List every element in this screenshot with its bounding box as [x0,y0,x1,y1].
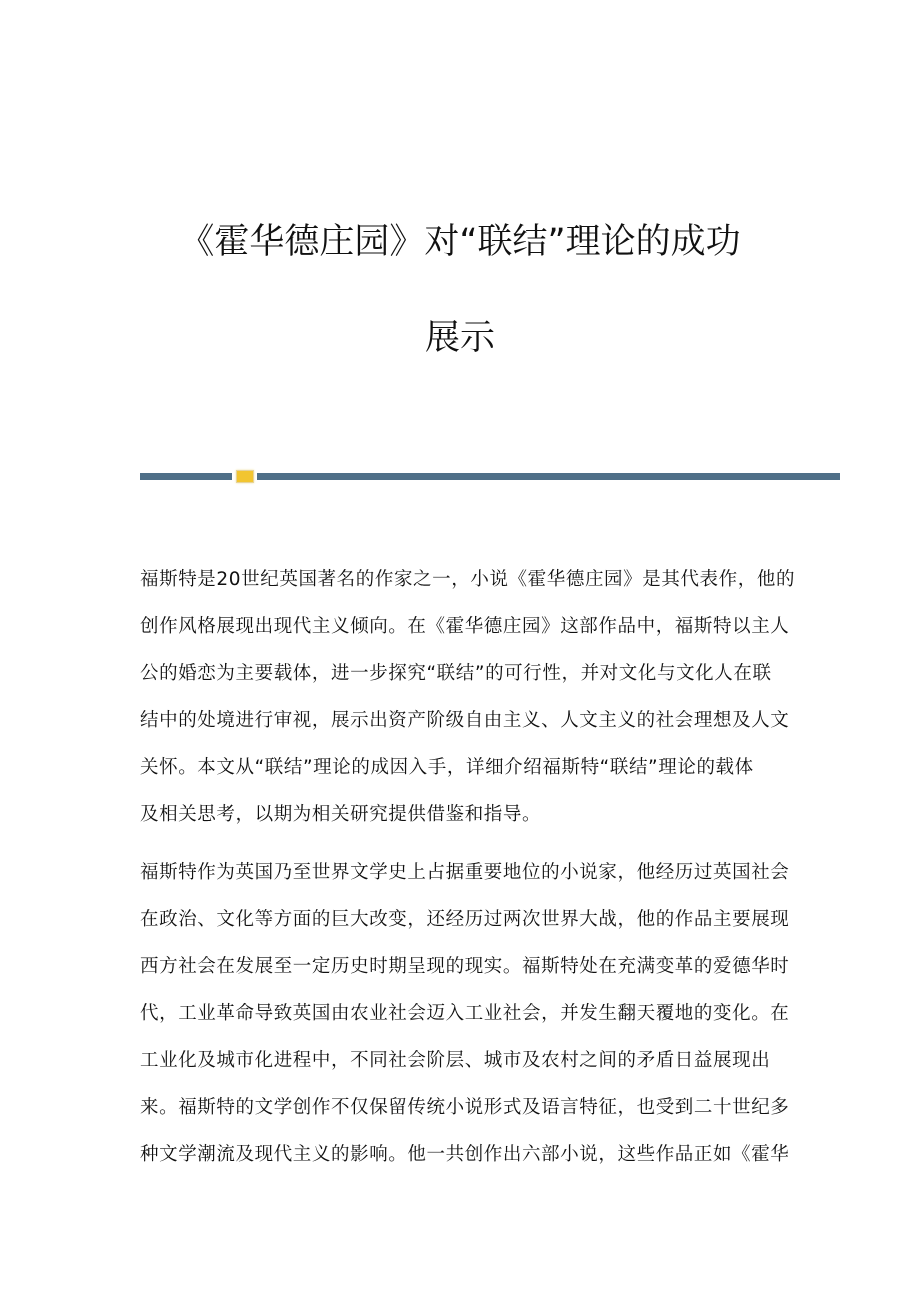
envelope-icon [236,470,254,483]
text-line: 关怀。本文从“联结”理论的成因入手，详细介绍福斯特“联结”理论的载体 [140,757,754,778]
text-line: 公的婚恋为主要载体，进一步探究“联结”的可行性，并对文化与文化人在联 [140,663,772,684]
text-line: 西方社会在发展至一定历史时期呈现的现实。福斯特处在充满变革的爱德华时 [140,956,790,977]
text-line: 福斯特作为英国乃至世界文学史上占据重要地位的小说家，他经历过英国社会 [140,862,790,883]
text-line: 工业化及城市化进程中，不同社会阶层、城市及农村之间的矛盾日益展现出 [140,1050,771,1071]
divider-bar-left [140,473,232,480]
text-line: 及相关思考，以期为相关研究提供借鉴和指导。 [140,804,542,825]
text-line: 种文学潮流及现代主义的影响。他一共创作出六部小说，这些作品正如《霍华 [140,1144,790,1165]
text-line: 福斯特是20世纪英国著名的作家之一，小说《霍华德庄园》是其代表作，他的 [140,569,796,590]
text-line: 结中的处境进行审视，展示出资产阶级自由主义、人文主义的社会理想及人文 [140,710,790,731]
text-line: 代，工业革命导致英国由农业社会迈入工业社会，并发生翻天覆地的变化。在 [140,1003,790,1024]
text-line: 创作风格展现出现代主义倾向。在《霍华德庄园》这部作品中，福斯特以主人 [140,616,790,637]
text-line: 在政治、文化等方面的巨大改变，还经历过两次世界大战，他的作品主要展现 [140,909,790,930]
title-line-1: 《霍华德庄园》对“联结”理论的成功 [179,222,741,262]
title-line-2: 展示 [424,318,495,358]
text-line: 来。福斯特的文学创作不仅保留传统小说形式及语言特征，也受到二十世纪多 [140,1097,790,1118]
divider-bar-right [257,473,840,480]
